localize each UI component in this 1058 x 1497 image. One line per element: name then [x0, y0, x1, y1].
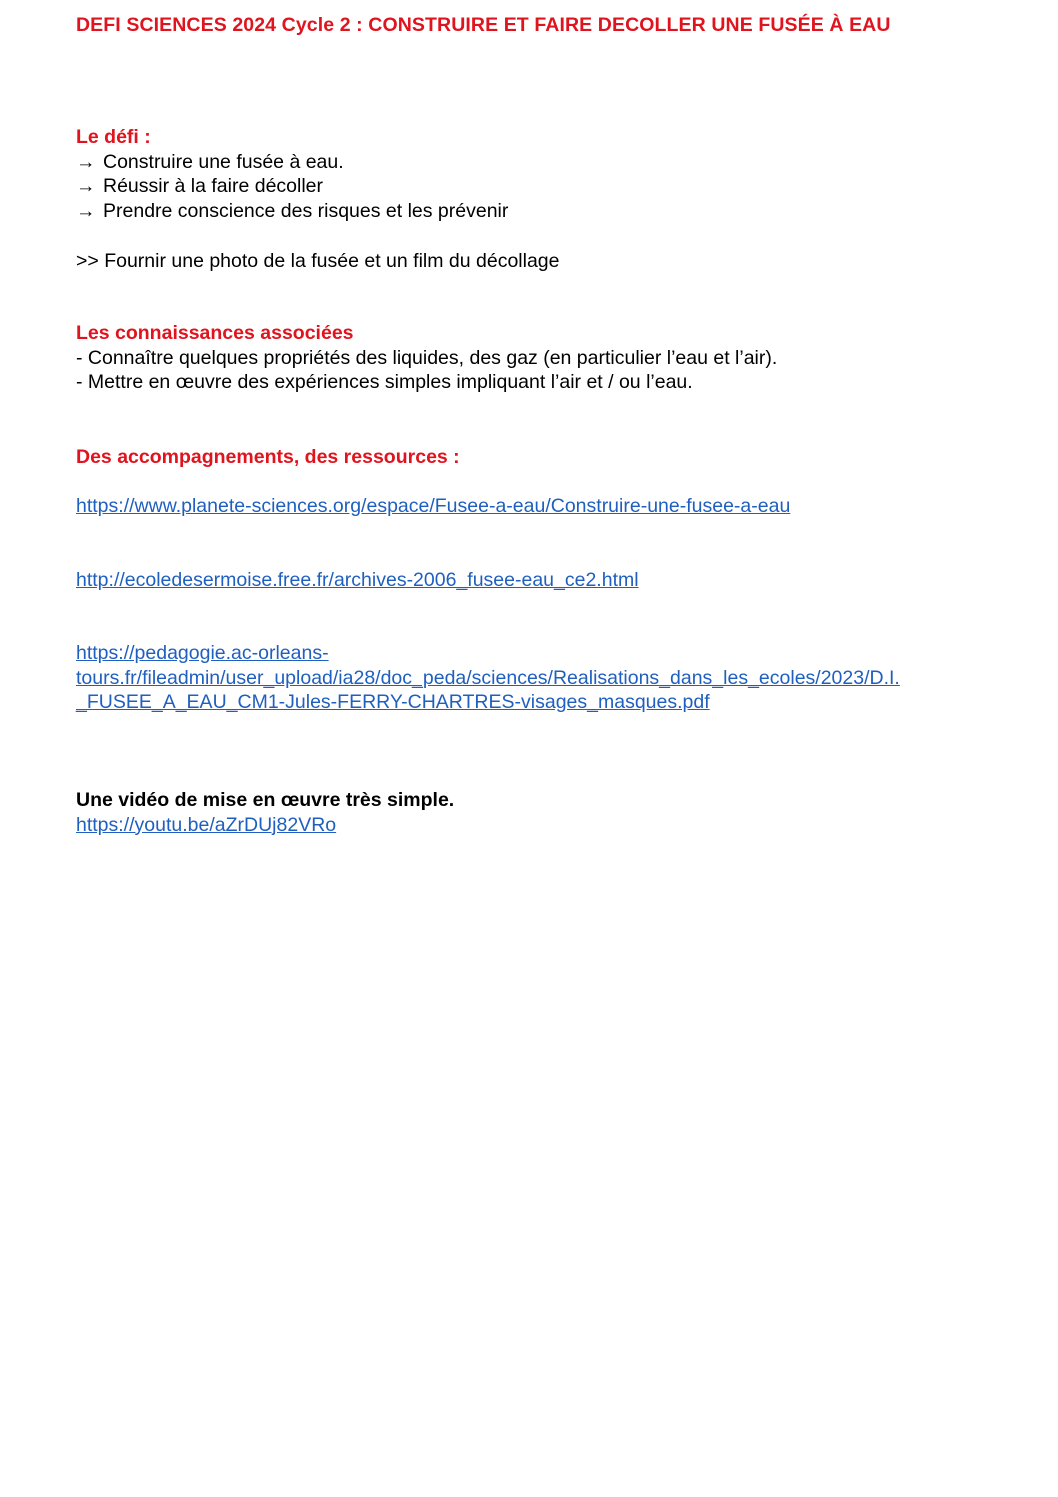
connaissance-item: - Connaître quelques propriétés des liquides, des gaz (en particulier l’eau et l’air).: [76, 346, 778, 369]
video-heading: Une vidéo de mise en œuvre très simple.: [76, 789, 455, 811]
defi-item: [76, 174, 508, 199]
document-title: DEFI SCIENCES 2024 Cycle 2 : CONSTRUIRE ET FAIRE DECOLLER UNE FUSÉE À EAU: [76, 14, 891, 36]
ressource-link-planete-sciences[interactable]: https://www.planete-sciences.org/espace/Fusee-a-eau/Construire-une-fusee-a-eau: [76, 495, 791, 517]
ressource-link-pedagogie-orleans[interactable]: [76, 641, 900, 715]
ressource-link-block: [76, 568, 639, 593]
ressource-long-link-block: [76, 641, 900, 715]
defi-deliverable: >> Fournir une photo de la fusée et un film du décollage: [76, 250, 560, 272]
defi-item: [76, 150, 508, 175]
defi-item-text: Réussir à la faire décoller: [103, 175, 324, 197]
arrow-right-icon: →: [76, 199, 96, 222]
link-line: tours.fr/fileadmin/user_upload/ia28/doc_peda/sciences/Realisations_dans_les_ecoles/2023/D.I.: [76, 666, 900, 689]
ressources-heading: Des accompagnements, des ressources :: [76, 446, 460, 468]
video-link-youtube[interactable]: https://youtu.be/aZrDUj82VRo: [76, 813, 337, 836]
connaissance-item: - Mettre en œuvre des expériences simples impliquant l’air et / ou l’eau.: [76, 371, 693, 393]
video-section: [76, 788, 454, 837]
defi-item-text: Prendre conscience des risques et les prévenir: [103, 199, 509, 222]
ressource-link-block: [76, 494, 790, 519]
ressource-link-ecole-desermoise[interactable]: http://ecoledesermoise.free.fr/archives-2006_fusee-eau_ce2.html: [76, 569, 639, 591]
connaissances-heading: Les connaissances associées: [76, 322, 354, 344]
link-line: _FUSEE_A_EAU_CM1-Jules-FERRY-CHARTRES-visages_masques.pdf: [76, 691, 710, 713]
arrow-right-icon: →: [76, 175, 96, 197]
defi-item-text: Construire une fusée à eau.: [103, 150, 344, 173]
ressources-heading-block: [76, 445, 460, 470]
defi-heading: Le défi :: [76, 126, 151, 148]
arrow-right-icon: →: [76, 150, 96, 173]
defi-item: [76, 199, 508, 224]
link-line: https://pedagogie.ac-orleans-: [76, 642, 329, 664]
defi-section: [76, 125, 508, 223]
connaissances-section: [76, 321, 777, 395]
